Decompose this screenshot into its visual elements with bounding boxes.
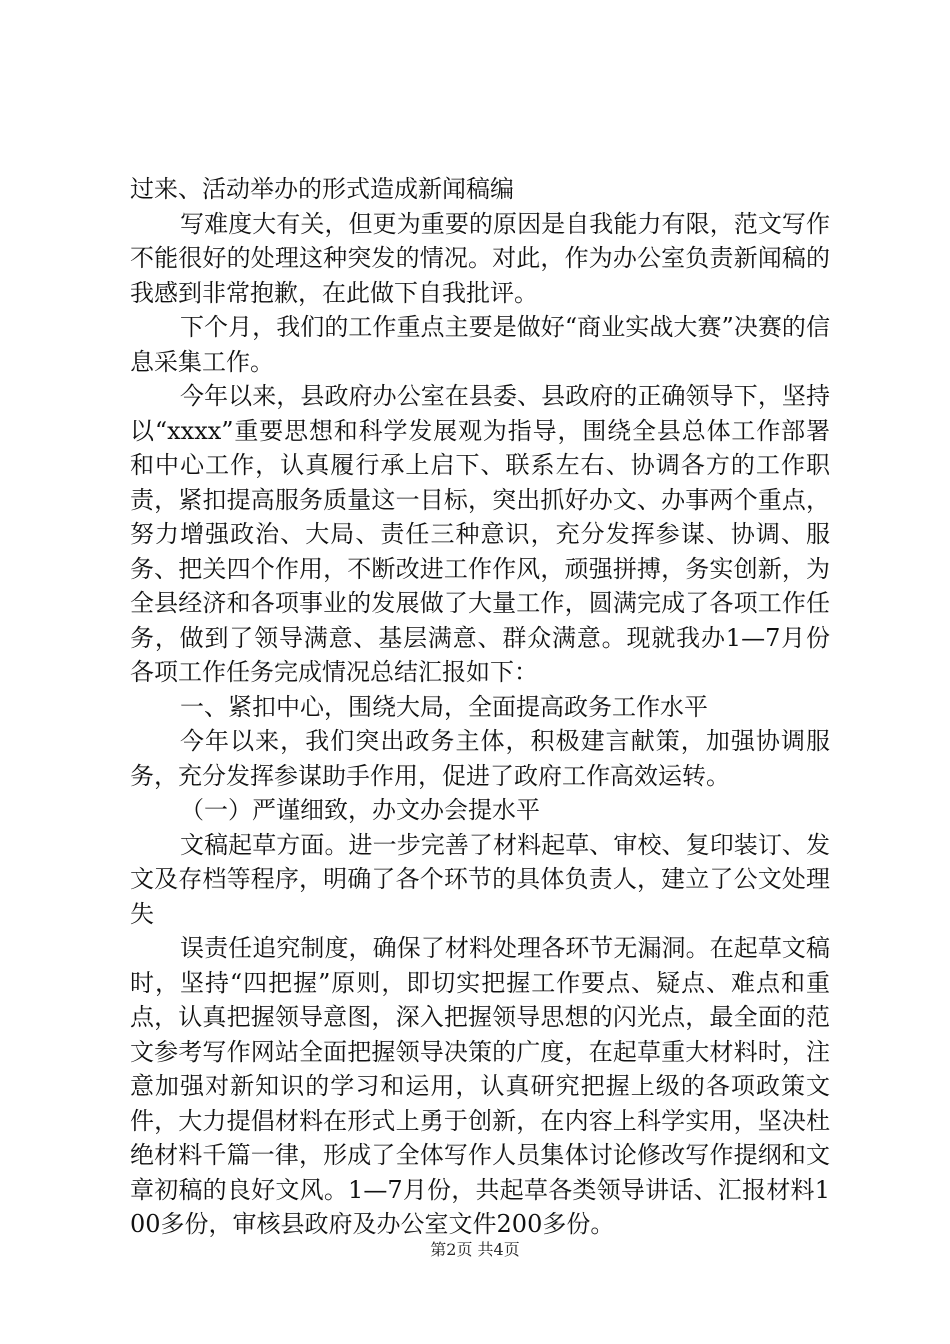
paragraph: 今年以来，县政府办公室在县委、县政府的正确领导下，坚持以“xxxx”重要思想和科学发展观为指导，围绕全县总体工作部署和中心工作，认真履行承上启下、联系左右、协调各方的工作职责，紧扣提高服务质量这一目标，突出抓好办文、办事两个重点，努力增强政治、大局、责任三种意识，充分发挥参谋、协调、服务、把关四个作用，不断改进工作作风，顽强拼搏，务实创新，为全县经济和各项事业的发展做了大量工作，圆满完成了各项工作任务，做到了领导满意、基层满意、群众满意。现就我办1—7月份各项工作任务完成情况总结汇报如下： [130, 382, 830, 686]
paragraph: 下个月，我们的工作重点主要是做好“商业实战大赛”决赛的信息采集工作。 [130, 313, 830, 376]
paragraph: 写难度大有关，但更为重要的原因是自我能力有限，范文写作不能很好的处理这种突发的情况。对此，作为办公室负责新闻稿的我感到非常抱歉，在此做下自我批评。 [130, 209, 830, 307]
page-number-footer: 第2页 共4页 [430, 1240, 520, 1259]
subsection-heading: （一）严谨细致，办文办会提水平 [180, 796, 540, 824]
paragraph: 误责任追究制度，确保了材料处理各环节无漏洞。在起草文稿时，坚持“四把握”原则，即切实把握工作要点、疑点、难点和重点，认真把握领导意图，深入把握领导思想的闪光点，最全面的范文参考写作网站全面把握领导决策的广度，在起草重大材料时，注意加强对新知识的学习和运用，认真研究把握上级的各项政策文件，大力提倡材料在形式上勇于创新，在内容上科学实用，坚决杜绝材料千篇一律，形成了全体写作人员集体讨论修改写作提纲和文章初稿的良好文风。1—7月份，共起草各类领导讲话、汇报材料100多份，审核县政府及办公室文件200多份。 [130, 934, 830, 1238]
document-body [130, 172, 830, 1242]
section-heading: 一、紧扣中心，围绕大局，全面提高政务工作水平 [180, 692, 708, 721]
paragraph: 文稿起草方面。进一步完善了材料起草、审校、复印装订、发文及存档等程序，明确了各个环节的具体负责人，建立了公文处理失 [130, 830, 830, 928]
paragraph: 今年以来，我们突出政务主体，积极建言献策，加强协调服务，充分发挥参谋助手作用，促进了政府工作高效运转。 [130, 727, 830, 790]
paragraph-continuation: 过来、活动举办的形式造成新闻稿编 [130, 175, 514, 203]
